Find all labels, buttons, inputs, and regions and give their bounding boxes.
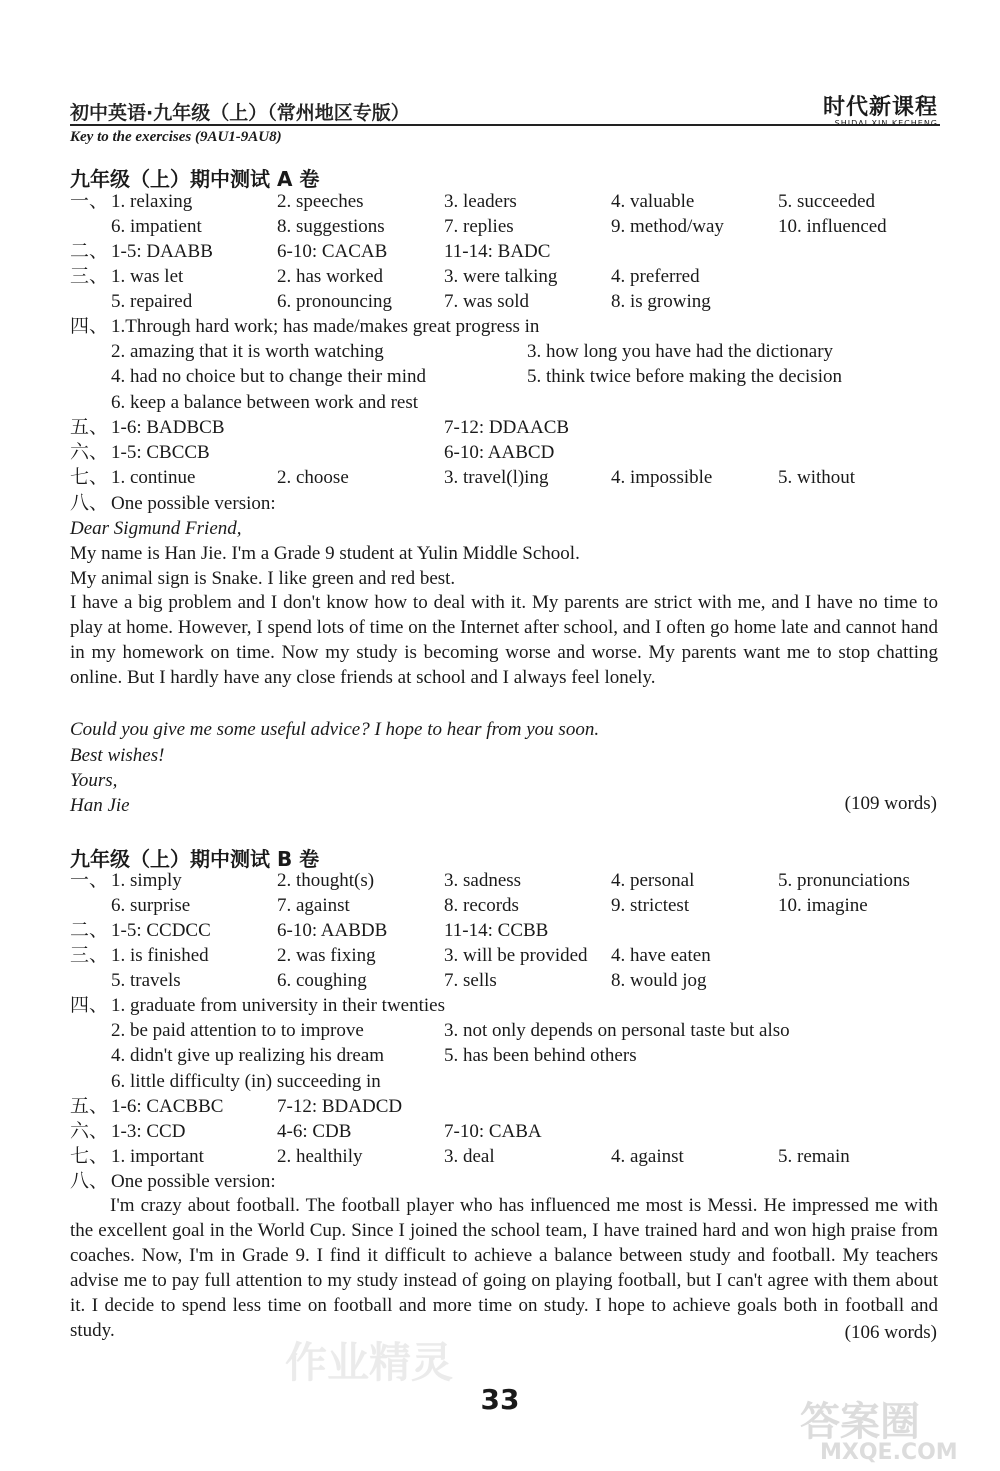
answer: 11-14: CCBB — [444, 920, 549, 941]
answer: 4. valuable — [611, 191, 695, 212]
section-b-title: 九年级（上）期中测试 B 卷 — [70, 847, 320, 871]
letter-line: My name is Han Jie. I'm a Grade 9 student at Yulin Middle School. — [70, 543, 580, 564]
answer: 2. choose — [277, 467, 349, 488]
answer: 1. simply — [111, 870, 182, 891]
answer: 2. be paid attention to to improve — [111, 1020, 364, 1041]
essay-intro: One possible version: — [111, 1171, 276, 1192]
answer: 6-10: CACAB — [277, 241, 388, 262]
letter-greeting: Dear Sigmund Friend, — [70, 518, 242, 539]
brand-pinyin: SHIDAI XIN KECHENG — [834, 119, 938, 128]
answer: 8. is growing — [611, 291, 711, 312]
answer: 1. relaxing — [111, 191, 193, 212]
page-header-subtitle: Key to the exercises (9AU1-9AU8) — [70, 129, 282, 145]
answer: 4. have eaten — [611, 945, 711, 966]
answer: 8. records — [444, 895, 519, 916]
answer: 4. against — [611, 1146, 684, 1167]
answer: 6. impatient — [111, 216, 202, 237]
a-part7-label: 七、 — [70, 467, 109, 488]
answer: 10. imagine — [778, 895, 868, 916]
answer: 1. was let — [111, 266, 184, 287]
page-number: 33 — [480, 1383, 520, 1416]
answer: 7. was sold — [444, 291, 529, 312]
answer: 2. thought(s) — [277, 870, 375, 891]
answer: 3. travel(l)ing — [444, 467, 549, 488]
answer: 9. strictest — [611, 895, 690, 916]
page-header-title: 初中英语·九年级（上）（常州地区专版） — [70, 102, 410, 124]
b-part7-label: 七、 — [70, 1146, 109, 1167]
a-part1-label: 一、 — [70, 191, 109, 212]
answer: 6-10: AABCD — [444, 442, 555, 463]
answer: 1. graduate from university in their twenties — [111, 995, 445, 1016]
answer: 7-12: DDAACB — [444, 417, 570, 438]
letter-line: My animal sign is Snake. I like green and red best. — [70, 568, 456, 589]
a-part4-label: 四、 — [70, 316, 109, 337]
answer: 1-6: CACBBC — [111, 1096, 224, 1117]
answer: 4-6: CDB — [277, 1121, 352, 1142]
answer: 1-5: DAABB — [111, 241, 213, 262]
b-part2-label: 二、 — [70, 920, 109, 941]
answer: 4. had no choice but to change their mind — [111, 366, 426, 387]
answer: 5. succeeded — [778, 191, 876, 212]
b-part6-label: 六、 — [70, 1121, 109, 1142]
brand-name: 时代新课程 — [822, 95, 938, 120]
b-part1-label: 一、 — [70, 870, 109, 891]
letter-body: I have a big problem and I don't know how to deal with it. My parents are strict with me, and I have no time to play at home. However, I spend lots of time on the Internet after school, and I often go home late and cannot hand in my homework on time. Now my study is becoming worse and worse. My parents want me to stop chatting online. But I hardly have any close friends at school and I always feel lonely. — [70, 592, 938, 688]
answer: 3. were talking — [444, 266, 558, 287]
a-part2-label: 二、 — [70, 241, 109, 262]
answer: 1-3: CCD — [111, 1121, 186, 1142]
answer: 4. personal — [611, 870, 695, 891]
a-part8-label: 八、 — [70, 493, 109, 514]
answer: 3. deal — [444, 1146, 495, 1167]
word-count: (109 words) — [844, 793, 937, 814]
letter-yours: Yours, — [70, 770, 118, 791]
a-part5-label: 五、 — [70, 417, 109, 438]
answer: 8. suggestions — [277, 216, 385, 237]
section-a-title: 九年级（上）期中测试 A 卷 — [70, 167, 320, 191]
answer: 2. was fixing — [277, 945, 376, 966]
watermark-text: 作业精灵 — [285, 1338, 454, 1387]
answer: 7. replies — [444, 216, 514, 237]
a-part6-label: 六、 — [70, 442, 109, 463]
answer: 3. how long you have had the dictionary — [527, 341, 834, 362]
answer: 3. sadness — [444, 870, 522, 891]
answer: 2. healthily — [277, 1146, 363, 1167]
answer: 2. amazing that it is worth watching — [111, 341, 384, 362]
b-part5-label: 五、 — [70, 1096, 109, 1117]
b-part4-label: 四、 — [70, 995, 109, 1016]
brand-logo — [823, 90, 938, 128]
answer: 2. has worked — [277, 266, 384, 287]
essay-intro: One possible version: — [111, 493, 276, 514]
answer: 10. influenced — [778, 216, 887, 237]
answer: 1-5: CBCCB — [111, 442, 210, 463]
answer: 6. little difficulty (in) succeeding in — [111, 1071, 381, 1092]
essay-body: I'm crazy about football. The football player who has influenced me most is Messi. He impressed me with the excellent goal in the World Cup. Since I joined the school team, I have trained hard and won high praise from coaches. Now, I'm in Grade 9. I find it difficult to achieve a balance between study and football. My teachers advise me to pay full attention to my study instead of going on playing football, but I can't agree with them about it. I decide to spend less time on football and more time on study. I hope to achieve goals both in football and study. — [70, 1195, 938, 1341]
word-count: (106 words) — [844, 1322, 937, 1343]
watermark-logo: 答案圈 — [800, 1399, 920, 1445]
answer: 1. is finished — [111, 945, 209, 966]
answer: 5. travels — [111, 970, 181, 991]
answer: 6. coughing — [277, 970, 367, 991]
answer: 5. without — [778, 467, 856, 488]
a-part3-label: 三、 — [70, 266, 109, 287]
letter-wishes: Best wishes! — [70, 745, 165, 766]
answer: 5. remain — [778, 1146, 850, 1167]
answer: 7. against — [277, 895, 350, 916]
answer: 1. important — [111, 1146, 204, 1167]
answer: 8. would jog — [611, 970, 707, 991]
answer: 1-6: BADBCB — [111, 417, 225, 438]
answer: 11-14: BADC — [444, 241, 551, 262]
b-part8-label: 八、 — [70, 1171, 109, 1192]
letter-signature: Han Jie — [70, 795, 130, 816]
answer: 5. has been behind others — [444, 1045, 637, 1066]
answer: 4. impossible — [611, 467, 713, 488]
answer: 7. sells — [444, 970, 497, 991]
watermark-url: MXQE.COM — [820, 1440, 958, 1465]
answer: 7-12: BDADCD — [277, 1096, 403, 1117]
header-rule — [70, 124, 940, 126]
b-part3-label: 三、 — [70, 945, 109, 966]
answer: 2. speeches — [277, 191, 364, 212]
answer: 6-10: AABDB — [277, 920, 388, 941]
answer: 4. didn't give up realizing his dream — [111, 1045, 385, 1066]
answer: 1-5: CCDCC — [111, 920, 211, 941]
answer: 3. not only depends on personal taste but also — [444, 1020, 790, 1041]
answer: 7-10: CABA — [444, 1121, 542, 1142]
answer: 4. preferred — [611, 266, 700, 287]
answer: 3. leaders — [444, 191, 517, 212]
answer: 3. will be provided — [444, 945, 588, 966]
letter-closing-line: Could you give me some useful advice? I hope to hear from you soon. — [70, 719, 600, 740]
answer: 5. think twice before making the decision — [527, 366, 842, 387]
answer: 5. pronunciations — [778, 870, 910, 891]
answer: 6. keep a balance between work and rest — [111, 392, 419, 413]
answer: 9. method/way — [611, 216, 724, 237]
answer: 6. surprise — [111, 895, 191, 916]
answer: 6. pronouncing — [277, 291, 393, 312]
answer: 1. continue — [111, 467, 196, 488]
answer: 5. repaired — [111, 291, 193, 312]
answer: 1.Through hard work; has made/makes great progress in — [111, 316, 540, 337]
